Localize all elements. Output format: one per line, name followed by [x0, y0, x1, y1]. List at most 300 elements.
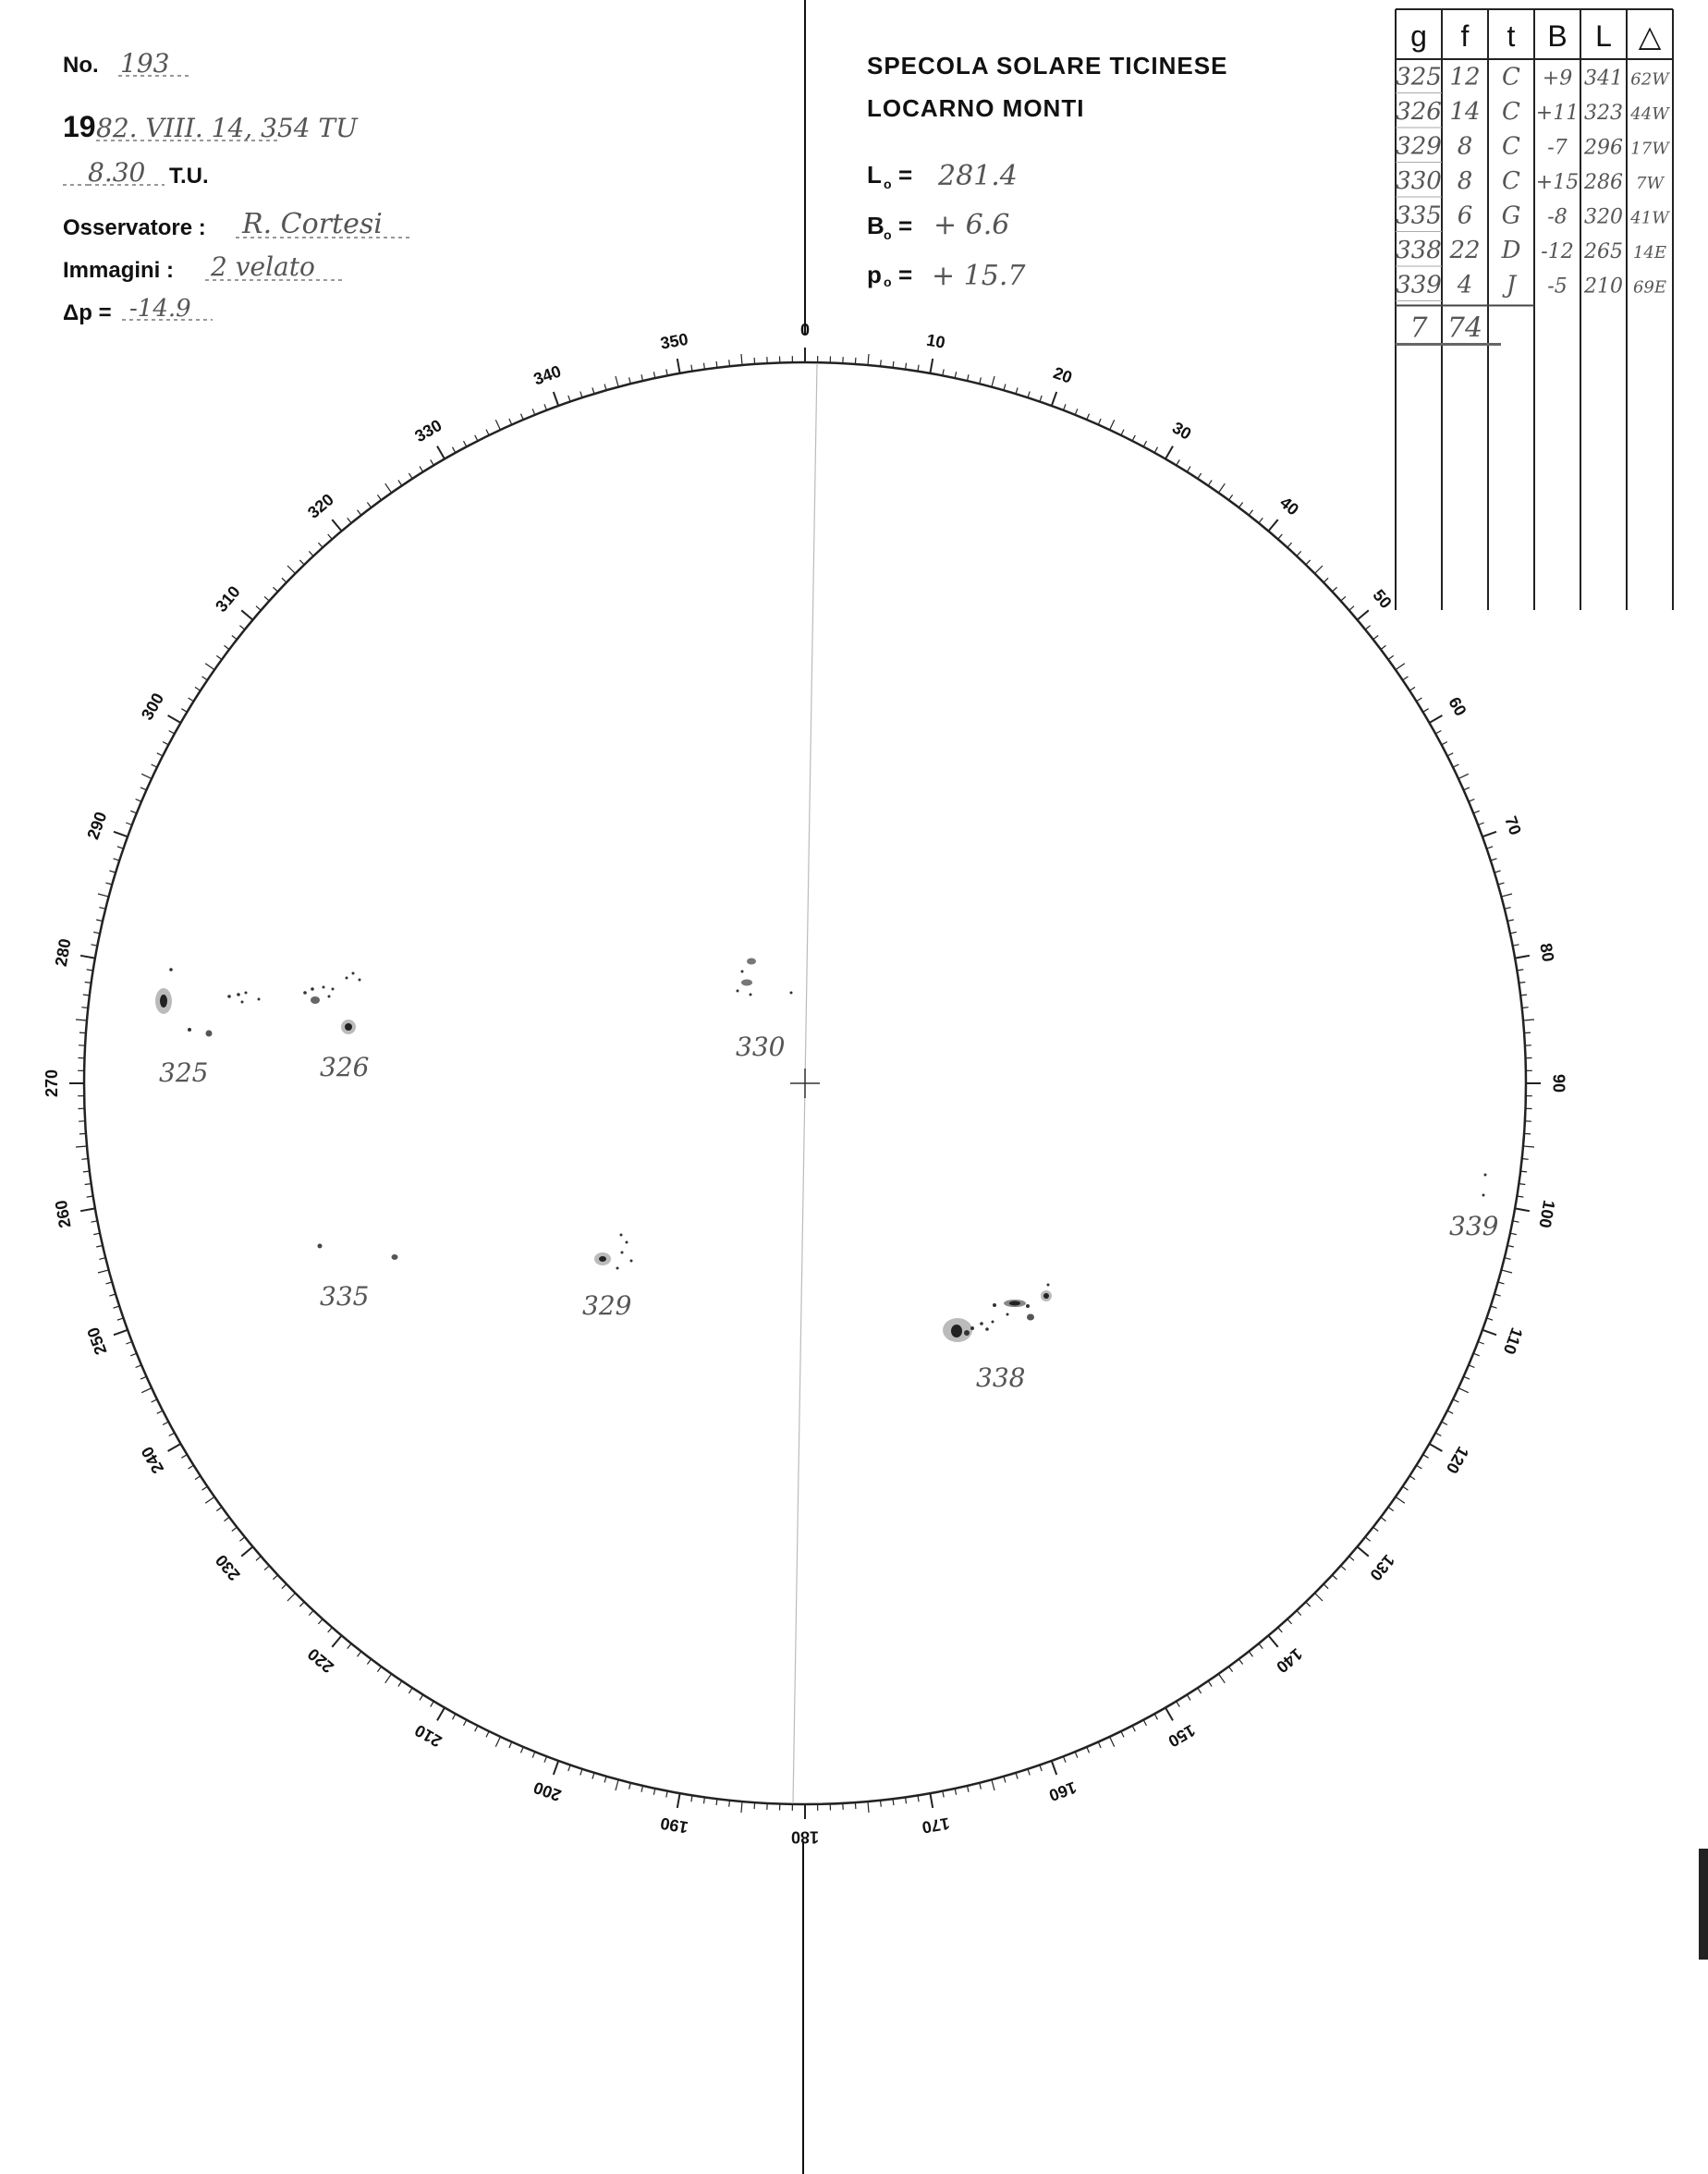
scale-tick: [716, 361, 717, 368]
scale-tick: [1287, 1619, 1292, 1624]
scale-tick: [1208, 481, 1212, 486]
table-cell: -5: [1547, 275, 1568, 299]
table-cell: 7W: [1636, 174, 1664, 193]
sunspot-group-338: [943, 1284, 1052, 1343]
scale-tick: [80, 956, 95, 959]
scale-tick: [1341, 596, 1346, 601]
scale-label-270: 270: [42, 1069, 61, 1098]
table-cell: C: [1502, 167, 1520, 195]
scale-tick: [1177, 1702, 1180, 1707]
scale-tick: [716, 1799, 717, 1805]
p0-value: + 15.7: [932, 260, 1026, 292]
scale-tick: [1388, 1508, 1394, 1511]
scale-tick: [729, 1801, 730, 1807]
scale-tick: [666, 1791, 667, 1798]
scale-tick: [1154, 447, 1157, 453]
scale-tick: [1365, 1537, 1370, 1541]
scale-tick: [98, 1270, 109, 1273]
scale-tick: [99, 1258, 105, 1260]
table-cell: -8: [1547, 205, 1568, 229]
table-cell: 320: [1584, 205, 1623, 229]
scale-tick: [225, 1517, 230, 1521]
scale-tick: [1306, 1602, 1311, 1606]
scale-tick: [1198, 1688, 1202, 1693]
scale-tick: [893, 1799, 894, 1805]
scale-tick: [1515, 1208, 1530, 1211]
scale-tick: [239, 1537, 244, 1541]
scale-tick: [532, 1752, 535, 1758]
table-cell: 14E: [1632, 243, 1667, 263]
scale-tick: [1482, 832, 1496, 837]
scale-tick: [616, 376, 618, 387]
scale-tick: [1064, 1756, 1067, 1763]
svg-text:o: o: [884, 227, 892, 242]
observer-value: R. Cortesi: [242, 208, 383, 240]
scale-tick: [453, 447, 456, 453]
scale-tick: [1315, 1594, 1324, 1602]
scale-tick: [1409, 687, 1415, 690]
scale-label-210: 210: [411, 1720, 445, 1752]
scale-tick: [358, 1652, 361, 1657]
scale-tick: [1373, 636, 1379, 640]
scale-tick: [868, 1801, 869, 1813]
scale-tick: [1520, 1171, 1527, 1172]
scale-tick: [1187, 467, 1190, 472]
table-cell: J: [1506, 271, 1517, 299]
scale-tick: [616, 1779, 618, 1790]
scale-tick: [580, 392, 582, 398]
scale-tick: [1388, 655, 1394, 659]
observatory-name: SPECOLA SOLARE TICINESE: [867, 52, 1228, 79]
scale-tick: [169, 731, 175, 734]
scale-tick: [1491, 859, 1497, 861]
table-cell: 22: [1449, 237, 1481, 264]
scale-tick: [741, 354, 742, 365]
scale-tick: [189, 698, 194, 702]
scale-tick: [653, 372, 654, 378]
scale-tick: [98, 894, 109, 897]
table-cell: 286: [1584, 171, 1623, 194]
scale-tick: [117, 1318, 124, 1320]
scale-label-300: 300: [137, 690, 168, 724]
scale-label-240: 240: [137, 1443, 168, 1477]
scale-tick: [1358, 610, 1369, 619]
group-table: [1396, 9, 1673, 610]
scale-tick: [195, 687, 201, 690]
scale-tick: [1524, 1032, 1531, 1033]
scale-label-140: 140: [1273, 1644, 1306, 1677]
scale-tick: [1143, 441, 1146, 446]
scale-tick: [641, 1786, 643, 1792]
scale-tick: [1381, 645, 1386, 649]
scale-tick: [1259, 518, 1263, 522]
scale-tick: [754, 1802, 755, 1809]
table-cell: 62W: [1630, 69, 1669, 90]
table-cell: 44W: [1630, 104, 1669, 124]
scale-tick: [1491, 1306, 1497, 1308]
scale-tick: [420, 467, 423, 472]
scale-tick: [1143, 1720, 1146, 1726]
scale-tick: [1098, 1742, 1101, 1748]
scale-tick: [239, 626, 244, 629]
scale-tick: [475, 435, 478, 441]
sunspot-group-329: [594, 1234, 633, 1270]
scale-tick: [1028, 392, 1030, 398]
table-cell: 210: [1584, 275, 1623, 299]
scale-tick: [282, 578, 287, 582]
scale-tick: [328, 1628, 333, 1632]
scale-tick: [1505, 1258, 1511, 1260]
table-cell: C: [1502, 132, 1520, 161]
scale-tick: [168, 715, 181, 723]
scale-tick: [299, 560, 304, 565]
scale-tick: [1040, 1765, 1042, 1772]
scale-tick: [130, 811, 137, 813]
svg-text:o: o: [884, 275, 892, 289]
scale-tick: [1447, 753, 1453, 756]
table-cell: 12: [1449, 63, 1481, 92]
table-header-5: △: [1638, 19, 1662, 53]
scale-label-100: 100: [1535, 1198, 1559, 1230]
table-cell: 330: [1396, 167, 1442, 195]
scale-tick: [358, 510, 361, 516]
scale-tick: [367, 503, 371, 508]
scale-label-160: 160: [1046, 1777, 1080, 1805]
scale-tick: [169, 1433, 175, 1435]
scale-tick: [126, 823, 132, 825]
scale-tick: [168, 1444, 181, 1451]
scale-tick: [140, 788, 146, 790]
scale-tick: [1052, 392, 1056, 406]
table-cell: +9: [1542, 67, 1573, 91]
scale-tick: [282, 1584, 287, 1589]
observer-label: Osservatore :: [63, 215, 206, 240]
scale-tick: [126, 1342, 132, 1345]
scale-tick: [1464, 788, 1470, 790]
scale-tick: [475, 1726, 478, 1731]
scale-tick: [1524, 1133, 1531, 1134]
sunspot-group-339: [1482, 1174, 1487, 1197]
scale-tick: [328, 534, 333, 539]
scale-tick: [1373, 1527, 1379, 1531]
sunspot-groups: [155, 959, 1498, 1394]
scale-tick: [114, 1306, 120, 1308]
scale-tick: [1177, 459, 1180, 465]
scale-tick: [1154, 1714, 1157, 1719]
scale-tick: [930, 1793, 933, 1808]
scale-label-190: 190: [658, 1814, 690, 1838]
scale-tick: [79, 1133, 86, 1134]
scale-tick: [205, 664, 214, 670]
scale-label-40: 40: [1275, 493, 1303, 519]
svg-text:=: =: [898, 261, 913, 288]
scale-tick: [1315, 566, 1324, 574]
scale-tick: [1198, 473, 1202, 479]
scale-tick: [1278, 534, 1283, 539]
scale-tick: [157, 1411, 163, 1413]
scale-tick: [930, 359, 933, 373]
solar-disk: [43, 321, 1568, 1847]
scale-tick: [1278, 1628, 1283, 1632]
group-label-339: 339: [1449, 1211, 1499, 1241]
scale-tick: [420, 1695, 423, 1701]
b0-label: B: [867, 212, 884, 239]
table-cell: -7: [1547, 136, 1568, 160]
scale-tick: [216, 1508, 222, 1511]
scale-tick: [1501, 894, 1512, 897]
scale-tick: [140, 1376, 146, 1379]
scale-tick: [93, 932, 100, 933]
svg-text:=: =: [898, 161, 913, 189]
scale-tick: [1501, 1270, 1512, 1273]
scale-tick: [1417, 1465, 1422, 1469]
scale-tick: [1507, 920, 1514, 922]
table-cell: C: [1502, 98, 1520, 126]
scale-tick: [495, 420, 500, 430]
scale-tick: [1341, 1566, 1346, 1570]
observatory-location: LOCARNO MONTI: [867, 94, 1085, 122]
scale-tick: [273, 587, 277, 592]
scale-tick: [189, 1465, 194, 1469]
scale-tick: [117, 847, 124, 849]
table-header-3: B: [1547, 19, 1568, 53]
group-label-338: 338: [976, 1362, 1026, 1393]
scale-tick: [114, 1330, 128, 1335]
scale-tick: [287, 566, 296, 574]
scale-tick: [141, 1388, 152, 1393]
scale-tick: [1505, 908, 1511, 910]
scale-label-250: 250: [83, 1325, 111, 1358]
scale-tick: [141, 774, 152, 778]
scale-tick: [157, 753, 163, 756]
scale-tick: [1249, 1652, 1252, 1657]
scale-tick: [1087, 414, 1090, 420]
group-label-326: 326: [320, 1052, 370, 1082]
scale-label-180: 180: [790, 1827, 820, 1847]
sunspot-group-326: [303, 972, 360, 1035]
scale-tick: [195, 1476, 201, 1480]
scale-tick: [544, 1756, 547, 1763]
scale-tick: [83, 1171, 90, 1172]
scale-tick: [80, 1208, 95, 1211]
scale-tick: [1297, 1611, 1301, 1616]
scale-tick: [464, 1720, 467, 1726]
table-cell: 265: [1584, 240, 1623, 263]
l0-label: L: [867, 161, 882, 189]
scale-tick: [309, 1611, 313, 1616]
scale-tick: [1510, 932, 1517, 933]
group-label-329: 329: [582, 1290, 632, 1321]
table-cell: 325: [1396, 63, 1442, 92]
scale-tick: [544, 404, 547, 410]
scale-tick: [1453, 764, 1458, 767]
scale-tick: [241, 610, 252, 619]
scale-tick: [318, 1619, 323, 1624]
scale-label-230: 230: [212, 1551, 244, 1584]
table-cell: 341: [1584, 67, 1623, 91]
group-label-335: 335: [320, 1281, 370, 1312]
scale-label-60: 60: [1445, 693, 1470, 720]
scale-label-120: 120: [1442, 1443, 1473, 1477]
scale-tick: [1121, 430, 1124, 435]
table-cell: 14: [1449, 98, 1481, 126]
scale-label-20: 20: [1050, 363, 1075, 387]
scale-tick: [855, 1802, 856, 1809]
scale-tick: [992, 1779, 994, 1790]
scale-tick: [1423, 1455, 1429, 1459]
group-label-330: 330: [736, 1032, 786, 1062]
table-total-1: 74: [1446, 311, 1483, 345]
scale-tick: [580, 1769, 582, 1776]
scale-tick: [1259, 1643, 1263, 1648]
no-value: 193: [120, 48, 170, 79]
observatory-block: [867, 52, 1227, 292]
scale-tick: [232, 1527, 238, 1531]
scale-tick: [1435, 731, 1441, 734]
scale-tick: [136, 800, 141, 802]
scale-tick: [1287, 543, 1292, 547]
scale-tick: [92, 1221, 98, 1222]
scale-tick: [299, 1602, 304, 1606]
scale-tick: [1523, 1146, 1534, 1147]
scale-label-320: 320: [304, 490, 337, 522]
scale-tick: [1442, 742, 1447, 745]
scale-tick: [1132, 1726, 1135, 1731]
scale-tick: [666, 370, 667, 376]
scale-tick: [754, 358, 755, 364]
sunspot-group-325: [155, 968, 261, 1036]
scale-tick: [202, 1486, 208, 1490]
scale-tick: [1409, 1476, 1415, 1480]
scale-tick: [1349, 606, 1354, 611]
scale-tick: [205, 1496, 214, 1503]
scale-tick: [92, 945, 98, 946]
scale-label-350: 350: [658, 329, 690, 353]
scale-tick: [1487, 847, 1494, 849]
scale-tick: [1064, 404, 1067, 410]
scale-label-290: 290: [83, 809, 111, 842]
scale-tick: [1121, 1731, 1124, 1737]
scale-tick: [1478, 1342, 1484, 1345]
scale-tick: [1110, 420, 1115, 430]
scale-tick: [509, 419, 512, 424]
scale-label-220: 220: [304, 1644, 337, 1677]
scale-tick: [256, 606, 261, 611]
scale-tick: [1482, 1330, 1496, 1335]
scale-tick: [1469, 800, 1474, 802]
scale-tick: [1464, 1376, 1470, 1379]
scale-tick: [521, 414, 524, 420]
scale-tick: [486, 1731, 489, 1737]
scale-label-200: 200: [531, 1777, 564, 1805]
scale-tick: [96, 1246, 103, 1248]
scale-tick: [264, 1566, 269, 1570]
scale-tick: [1110, 1737, 1115, 1747]
scale-tick: [181, 709, 187, 713]
scale-tick: [677, 359, 680, 373]
scale-tick: [398, 481, 402, 486]
scale-tick: [431, 459, 434, 465]
scale-tick: [1396, 664, 1405, 670]
table-cell: 6: [1457, 202, 1473, 230]
scale-tick: [1417, 698, 1422, 702]
scale-tick: [1333, 1575, 1337, 1580]
scale-tick: [453, 1714, 456, 1719]
delta-p-label: Δp =: [63, 300, 112, 325]
table-header-4: L: [1595, 19, 1612, 53]
scale-tick: [1165, 446, 1173, 459]
scale-tick: [1453, 1399, 1458, 1402]
p0-label: p: [867, 261, 882, 288]
scale-tick: [96, 920, 103, 922]
scale-tick: [287, 1594, 296, 1602]
l0-value: 281.4: [938, 160, 1018, 192]
table-header-0: g: [1410, 19, 1427, 53]
scale-label-310: 310: [212, 582, 244, 616]
scale-tick: [130, 1353, 137, 1356]
table-cell: G: [1501, 202, 1521, 230]
scale-tick: [114, 859, 120, 861]
scale-tick: [93, 1233, 100, 1234]
scale-tick: [486, 430, 489, 435]
scale-tick: [653, 1789, 654, 1795]
scale-tick: [1365, 626, 1370, 629]
scale-tick: [629, 1783, 631, 1789]
scale-tick: [1324, 1584, 1328, 1589]
scale-tick: [114, 832, 128, 837]
table-cell: 8: [1457, 132, 1473, 161]
table-cell: C: [1502, 63, 1520, 92]
scale-label-330: 330: [411, 415, 445, 446]
scale-tick: [554, 1761, 558, 1775]
scale-label-280: 280: [51, 936, 75, 969]
scale-label-130: 130: [1366, 1551, 1398, 1584]
time-label: T.U.: [169, 164, 209, 189]
scale-tick: [1132, 435, 1135, 441]
form-block: [63, 48, 411, 325]
scale-tick: [955, 1789, 956, 1795]
scale-label-70: 70: [1501, 813, 1525, 838]
scale-tick: [273, 1575, 277, 1580]
scale-label-30: 30: [1168, 418, 1195, 444]
scale-tick: [509, 1742, 512, 1748]
scale-tick: [495, 1737, 500, 1747]
date-value: 82. VIII. 14, 354 TU: [96, 113, 358, 143]
scale-label-260: 260: [51, 1198, 75, 1230]
scale-tick: [1478, 823, 1484, 825]
table-cell: +15: [1535, 171, 1580, 194]
scale-tick: [1208, 1681, 1212, 1687]
scale-label-110: 110: [1499, 1325, 1527, 1357]
scale-tick: [385, 1674, 392, 1683]
scale-tick: [532, 409, 535, 415]
scale-tick: [1268, 519, 1277, 531]
scale-tick: [1040, 396, 1042, 402]
group-label-325: 325: [159, 1057, 209, 1088]
scale-tick: [256, 1557, 261, 1561]
scale-tick: [1218, 483, 1225, 493]
scale-tick: [1430, 715, 1443, 723]
scale-tick: [1507, 1246, 1514, 1248]
scale-tick: [943, 1791, 944, 1798]
scale-tick: [377, 1667, 381, 1672]
scale-tick: [1229, 1667, 1233, 1672]
scale-tick: [1075, 409, 1078, 415]
scale-tick: [99, 908, 105, 910]
scale-tick: [1473, 1353, 1480, 1356]
scale-tick: [1430, 1444, 1443, 1451]
scale-tick: [980, 377, 982, 384]
